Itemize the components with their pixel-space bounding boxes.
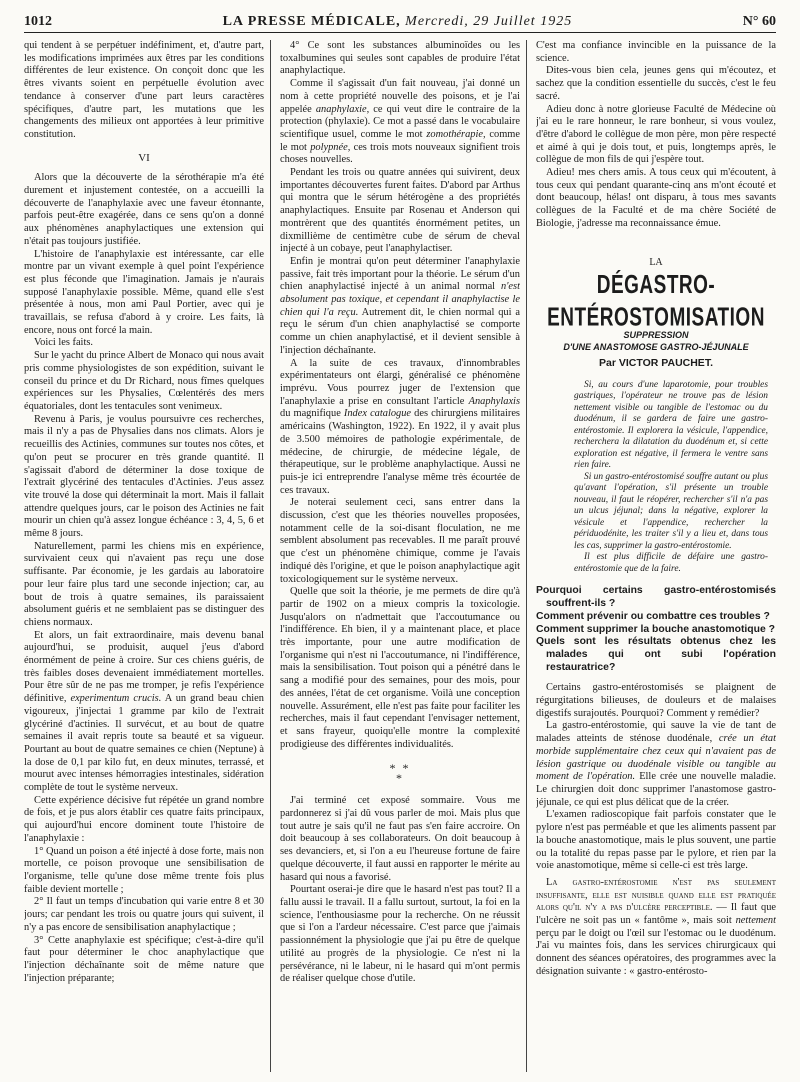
paragraph: Naturellement, parmi les chiens mis en expérience, survivaient ceux qui n'avaient pas reçu une dose suffisante. Par économie, je les gardais au laboratoire pour leur faire plus tard une seconde injection; car, au bout de trois à quatre semaines, ils paraissaient absolument guéris et ne semblaient pas se distinguer des chiens normaux. — [24, 540, 264, 628]
paragraph: Quelle que soit la théorie, je me permets de dire qu'à partir de 1902 on a mieux compris la toxicologie. Jusqu'alors on n'admettait que l'accoutumance ou l'indifférence. Eh bien, il y a maintenant place, et place très importante, pour une autre modification de l'organisme qui n'est ni l'accoutumance, ni l'indifférence, mais la sensibilisation. Tout poison qui a pénétré dans le sang a modifié pour des semaines, pour des mois, pour des années, l'état de cet organisme. Voilà une conception nouvelle. Assurément, elle n'est pas faite pour faciliter les recherches, mais il faut cependant l'envisager nettement, et sans frayeur, quoiqu'elle montre la complexité prodigieuse des différentes individualités. — [280, 586, 520, 750]
paragraph — [280, 358, 520, 498]
issue-number: N° 60 — [742, 14, 776, 29]
paragraph: Dites-vous bien cela, jeunes gens qui m'écoutez, et sachez que la condition essentielle du succès, c'est le feu sacré. — [536, 65, 776, 102]
article-subtitle: D'UNE ANASTOMOSE GASTRO-JÉJUNALE — [563, 342, 749, 353]
paragraph: Pourtant oserai-je dire que le hasard n'est pas tout? Il a fallu aussi le travail. Il a fallu surtout, surtout, la foi en la science, l'enthousiasme pour la recherche. On ne réussit que si l'on a l'ardeur nécessaire. C'est parce que j'aimais passionnément la physiologie que j'ai pu être de quelque utilité au progrès de la physiologie. Ce n'est ni la persévérance, ni le labeur, ni le hasard qui m'ont permis de réaliser quelque chose d'utile. — [280, 884, 520, 985]
text-run: des chirurgiens militaires américains (Washington, 1922). En 1922, il y avait plus de 3.500 mémoires de pathologie expérimentale, de médecine, de chirurgie, de médecine légale, de thérapeutique, sur le problème anaphylactique. Aussi ne puis-je ici entreprendre l'analyse même très écourtée de ces travaux. — [280, 408, 520, 496]
column-3 — [536, 40, 776, 1072]
article-subtitle: SUPPRESSION — [623, 330, 689, 341]
paragraph: 3° Cette anaphylaxie est spécifique; c'est-à-dire qu'il faut pour déterminer le choc anaphylactique que l'injection déchaînante soit de même nature que l'injection préparante; — [24, 934, 264, 984]
text-run: comme le mot — [280, 128, 520, 153]
paragraph: Cette expérience décisive fut répétée un grand nombre de fois, et je pus alors établir ces quatre faits principaux, qui aujourd'hui encore dominent toute l'histoire de l'anaphylaxie : — [24, 794, 264, 844]
paragraph: L'histoire de l'anaphylaxie est intéressante, car elle montre par un vivant exemple à quel point l'expérience est plus féconde que l'imagination. Jamais je n'aurais supposé l'anaphylaxie possible. Même, quand elle s'est présentée à nous, mon ami Paul Portier, avec qui je travaillais, se refusa d'abord à y croire. Les faits, là encore, nous ont forcé la main. — [24, 248, 264, 336]
paragraph: 4° Ce sont les substances albuminoïdes ou les toxalbumines qui seules sont capables de produire l'état anaphylactique. — [280, 40, 520, 77]
journal-title: LA PRESSE MÉDICALE, — [222, 14, 401, 29]
paragraph — [280, 256, 520, 358]
question: Comment prévenir ou combattre ces troubles ? — [536, 610, 770, 622]
summary-paragraph: Il est plus difficile de défaire une gastro-entérostomie que de la faire. — [574, 552, 768, 574]
article-summary — [574, 380, 768, 576]
paragraph: Adieu donc à notre glorieuse Faculté de Médecine où j'ai eu le rare honneur, le rare bonheur, si vous voulez, d'être d'abord le collègue de mon père, mon père respecté et aimé à qui je dois tout, et puis, longtemps après, le collègue de mon fils de qui j'espère tout. — [536, 103, 776, 166]
smallcaps-run: La gastro-entérostomie n'est pas seulement insuffisante, elle est nuisible quand elle est pratiquée alors qu'il n'y a pas d'ulcère perceptible. — [536, 876, 776, 914]
italic-run: polypnée, — [310, 141, 351, 153]
paragraph — [280, 78, 520, 167]
paragraph — [536, 720, 776, 809]
article-questions — [536, 585, 776, 674]
page-header — [24, 8, 776, 30]
italic-run: Index catalogue — [343, 408, 412, 420]
paragraph: Revenu à Paris, je voulus poursuivre ces recherches, mais il n'y a pas de Physalies dans nos climats. Alors je recueillis des Actinies, communes sur toutes nos côtes, et qu'on peut se procurer en très grande quantité. Il s'agissait d'abord de déterminer la dose toxique de l'extrait glycériné des tentacules d'Actinies. J'eus assez vite trouvé la dose qui déterminait la mort. Mais il fallait attendre quelques jours, car le poison des Actinies ne fait mourir un chien qu'à assez longue échéance : 3, 4, 5, 6 et même 8 jours. — [24, 413, 264, 540]
paragraph: Pendant les trois ou quatre années qui suivirent, deux importantes découvertes furent faites. D'abord par Arthus qui montra que le sérum hétérogène a des propriétés anaphylactiques. Ensuite par Rosenau et Anderson qui montrèrent que des quantités énormément petites, un dixmillième de centimètre cube de sérum de cheval injecté à un cobaye, peut l'anaphylactiser. — [280, 167, 520, 255]
italic-run: nettement — [735, 915, 776, 927]
paragraph — [536, 877, 776, 979]
issue-date: Mercredi, 29 Juillet 1925 — [405, 14, 573, 29]
text-run: Et alors, un fait extraordinaire, mais devenu banal aujourd'hui, se produisit, auquel j'eus d'abord énormément de peine à croire. Sur ces chiens guéris, de très faibles doses devenaient immédiatement mortelles. Pour être sûr de ne pas me tromper, je refis l'expérience définitive, — [24, 629, 264, 705]
text-run: Comme il s'agissait d'un fait nouveau, j'ai donné un nom à cette propriété nouvelle des poisons, et je l'ai appelée — [280, 78, 520, 115]
text-run: A la suite de ces travaux, d'innombrables expérimentateurs ont élargi, généralisé ce phénomène imprévu. Vous pourrez juger de l'extension que l'anaphylaxie a prise en consultant l'article — [280, 357, 520, 407]
paragraph: Alors que la découverte de la sérothérapie m'a été durement et injustement contestée, on a accueilli la découverte de l'anaphylaxie avec une faveur étonnante, parfois peut-être exagérée, dans ce sens qu'on a donné aux phénomènes anaphylactiques une extension qui n'était pas toujours justifiée. — [24, 172, 264, 247]
article-author: Par VICTOR PAUCHET. — [599, 357, 713, 370]
paragraph: 2° Il faut un temps d'incubation qui varie entre 8 et 30 jours; car pendant les trois ou quatre jours qui suivent, il n'y a pas encore de sensibilisation anaphylactique ; — [24, 896, 264, 933]
column-separator — [526, 40, 527, 1072]
paragraph: Sur le yacht du prince Albert de Monaco qui nous avait pris comme physiologistes de son expédition, suivant le conseil du prince et du Dr Richard, nous fîmes quelques expériences sur les Physalies, Cœlentérés des mers équatoriales, dont les tentacules sont venimeux. — [24, 350, 264, 412]
paragraph: Adieu! mes chers amis. A tous ceux qui m'écoutent, à tous ceux qui pendant quarante-cinq ans m'ont écouté et dont beaucoup, hélas! ont disparu, à tous mes savants collègues de la Faculté et de ma chère Société de Biologie, j'adresse ma reconnaissance émue. — [536, 167, 776, 229]
paragraph: qui tendent à se perpétuer indéfiniment, et, d'autre part, les modifications imprimées aux êtres par les conditions différentes de leur existence. On conçoit donc que les êtres vivants soient en perpétuelle évolution avec tendance à conserver d'une part leurs caractères spécifiques, d'autre part, les mutations que les changements des milieux ont apportées à leur primitive constitution. — [24, 40, 264, 140]
paragraph: C'est ma confiance invincible en la puissance de la science. — [536, 40, 776, 64]
question: Pourquoi certains gastro-entérostomisés souffrent-ils ? — [536, 585, 776, 610]
paragraph: Voici les faits. — [34, 337, 93, 349]
summary-paragraph: Si un gastro-entérostomisé souffre autant ou plus qu'avant l'opération, s'il présente un trouble nouveau, il faut le réopérer, rechercher s'il n'a pas un ulcus jéjunal; dans la négative, explorer la vésicule et l'appendice, rechercher la périduodénite, les traiter s'il y a lieu et, dans tous les cas, supprimer la gastro-entérostomie. — [574, 471, 768, 551]
paragraph: L'examen radioscopique fait parfois constater que le pylore n'est pas perméable et que les aliments passent par la bouche anastomotique, mais le plus souvent, une partie ou la totalité du repas passe par le pylore, et rien par la voie anastomotique, même si celle-ci est très large. — [536, 809, 776, 872]
page-number: 1012 — [24, 14, 52, 29]
section-separator-stars: * * * — [389, 761, 411, 786]
article-title: DÉGASTRO-ENTÉROSTOMISATION — [547, 271, 765, 333]
text-run: — Il faut que l'ulcère ne soit pas un « fantôme », mais soit — [536, 902, 776, 927]
header-rule — [24, 32, 776, 33]
italic-run: crée un état morbide supplémentaire chez ceux qui n'avaient pas de lésion gastrique ou duodénale visible ou tangible au moment de l'opération. — [536, 733, 776, 783]
text-run: La gastro-entérostomie, qui sauve la vie de tant de malades atteints de sténose duodénale, — [536, 720, 776, 745]
italic-run: n'est absolument pas toxique, et cependant il anaphylactise le chien qui l'a reçu. — [280, 281, 520, 318]
italic-run: experimentum crucis. — [70, 693, 162, 705]
text-run: Elle crée une nouvelle maladie. Le chirurgien doit donc supprimer l'anastomose gastro-jéjunale, ce qui est plus délicat que de la créer. — [536, 771, 776, 808]
text-run: perçu par le doigt ou l'œil sur l'estomac ou le duodénum. J'ai vu maintes fois, dans les services chirurgicaux qui donnent des séances opératoires, des programmes avec la désignation suivante : « gastro-entérosto- — [536, 927, 776, 977]
text-run: A un grand beau chien vigoureux, j'injectai 1 gramme par kilo de l'extrait glycériné d'actinies. Il survécut, et au bout de quatre semaines il avait repris toute sa beauté et sa vigueur. Pourtant au bout de quatre semaines ce chien (Neptune) à la dose de 0,1 par kilo fut, en deux minutes, terrassé, et mourut avec intenses hémorragies intestinales, sidération complète de tout le système nerveux. — [24, 693, 264, 794]
column-1 — [24, 40, 264, 1072]
paragraph: Certains gastro-entérostomisés se plaignent de régurgitations bilieuses, de douleurs et de malaises digestifs surajoutés. Pourquoi? Comment y remédier? — [536, 682, 776, 719]
article-label: LA — [649, 256, 663, 268]
text-run: ces trois mots nouveaux signifient trois choses nouvelles. — [280, 141, 520, 166]
column-separator — [270, 40, 271, 1072]
italic-run: Anaphylaxis — [468, 395, 520, 407]
text-run: ce qui veut dire le contraire de la protection (phylaxie). Ce mot a passé dans le vocabulaire scientifique usuel, comme le mot — [280, 103, 520, 140]
journal-masthead — [223, 14, 573, 30]
summary-paragraph: Si, au cours d'une laparotomie, pour troubles gastriques, l'opérateur ne trouve pas de lésion nettement visible ou tangible de l'estomac ou du duodénum, il se gardera de faire une gastro-entérostomie. Il explorera la vésicule, l'appendice, recherchera la dilatation du duodénum et, si cette exploration est négative, il fermera le ventre sans rien faire. — [574, 379, 768, 471]
paragraph: Je noterai seulement ceci, sans entrer dans la discussion, c'est que les théories nouvelles proposées, notamment celle de la soi-disant floculation, ne me semblent absolument pas recevables. Il me paraît prouvé que c'est un phénomène chimique, comme je l'avais indiqué dès l'origine, et que le poison anaphylactique agit toxicologiquement sur le système nerveux. — [280, 497, 520, 585]
italic-run: anaphylaxie, — [315, 103, 370, 115]
column-2 — [280, 40, 520, 1072]
text-run: Autrement dit, le chien normal qui a reçu le sérum d'un chien anaphylactisé se comporte comme un chien anaphylactisé, et il devient sensible à l'injection déchaînante. — [280, 306, 520, 356]
italic-run: zomothérapie, — [426, 128, 486, 140]
paragraph: 1° Quand un poison a été injecté à dose forte, mais non mortelle, ce poison provoque une sensibilisation de l'organisme, telle qu'une dose même trente fois plus faible devient mortelle ; — [24, 845, 264, 895]
paragraph — [24, 630, 264, 795]
paragraph: J'ai terminé cet exposé sommaire. Vous me pardonnerez si j'ai dû vous parler de moi. Mais plus que tout autre je sais qu'il ne faut pas s'en faire accroire. On doit beaucoup à ses collaborateurs. On doit beaucoup à ses devanciers, et, si l'on a eu l'heureuse fortune de faire quelque découverte, il faut aussi en rapporter le mérite au hasard qui nous a favorisé. — [280, 795, 520, 883]
text-run: du magnifique — [280, 408, 341, 420]
question: Comment supprimer la bouche anastomotique ? — [536, 623, 776, 635]
text-run: Enfin je montrai qu'on peut déterminer l'anaphylaxie passive, fait très important pour la théorie. Le sérum d'un chien anaphylactisé injecté à un animal normal — [280, 255, 520, 293]
section-heading: VI — [138, 151, 150, 164]
question: Quels sont les résultats obtenus chez les malades qui ont subi l'opération restauratrice? — [536, 636, 776, 673]
